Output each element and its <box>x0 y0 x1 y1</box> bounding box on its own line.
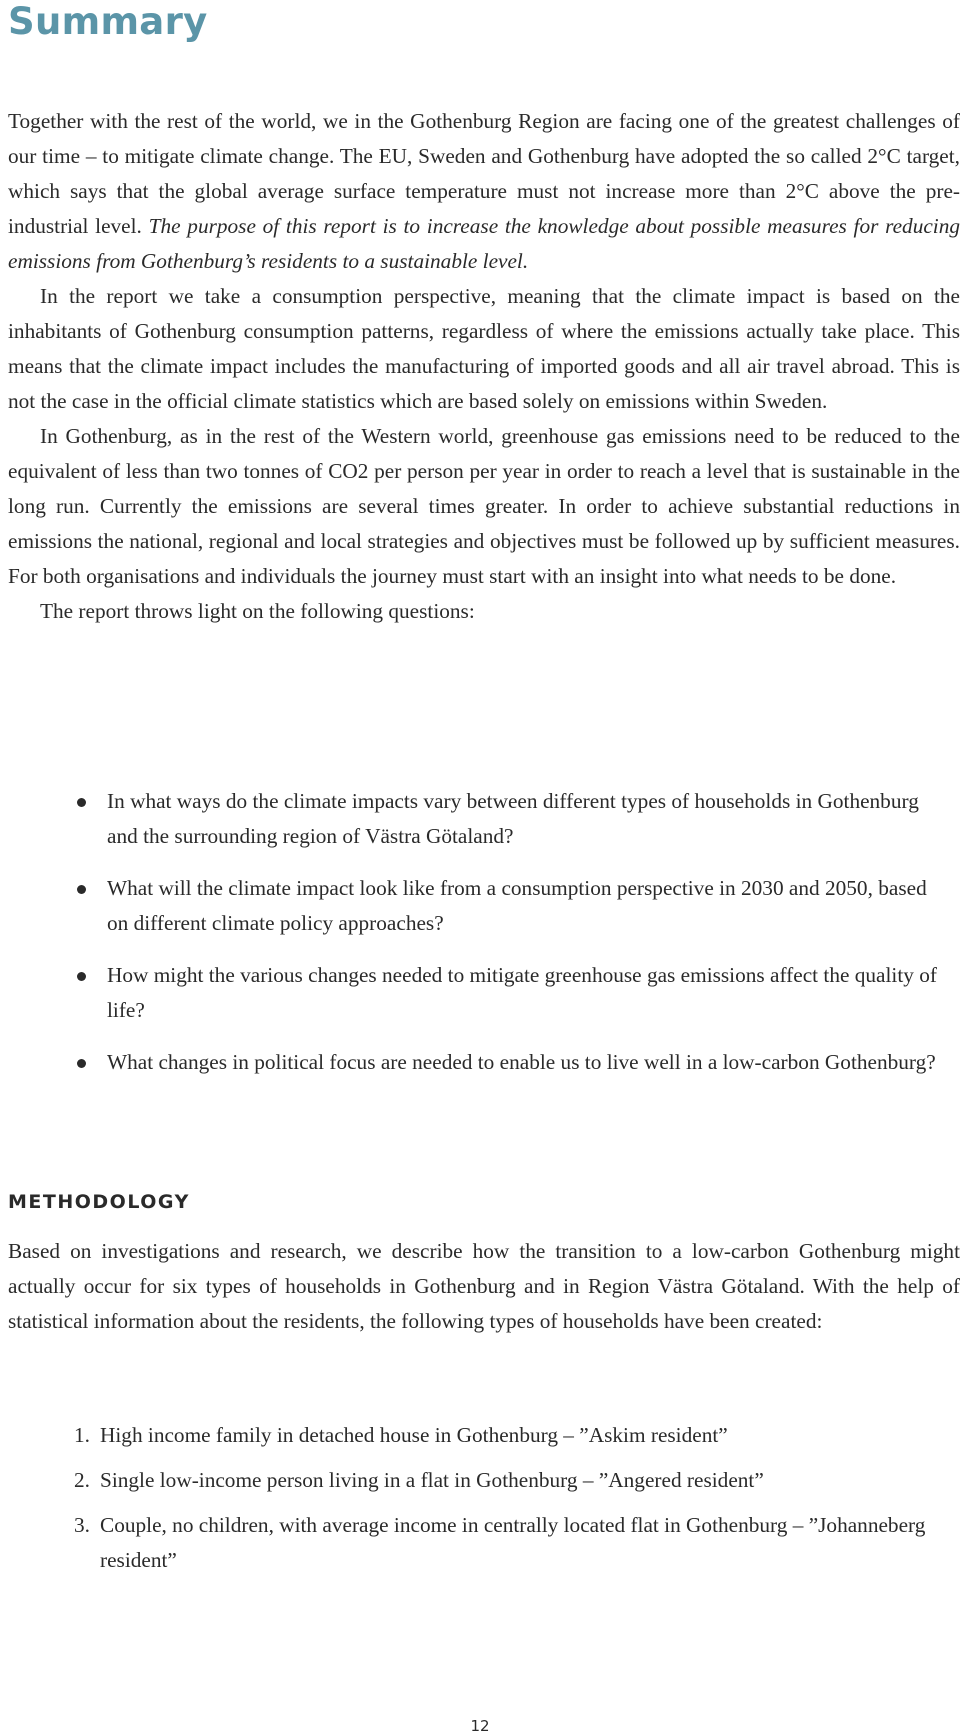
question-text: How might the various changes needed to mitigate greenhouse gas emissions affect the quality of life? <box>107 963 937 1022</box>
household-types-list <box>0 1418 960 1588</box>
intro-paragraph-1 <box>8 104 960 279</box>
bullet-icon <box>77 972 86 981</box>
household-type-text: Single low-income person living in a flat in Gothenburg – ”Angered resident” <box>100 1468 764 1492</box>
bullet-icon <box>77 798 86 807</box>
questions-list <box>0 784 960 1097</box>
question-text: What will the climate impact look like from a consumption perspective in 2030 and 2050, based on different climate policy approaches? <box>107 876 927 935</box>
methodology-paragraph: Based on investigations and research, we describe how the transition to a low-carbon Gothenburg might actually occur for six types of households in Gothenburg and in Region Västra Götaland. With the help of statistical information about the residents, the following types of households have been created: <box>8 1239 960 1333</box>
household-type-text: Couple, no children, with average income in centrally located flat in Gothenburg – ”Johanneberg resident” <box>100 1513 926 1572</box>
list-item <box>0 871 937 941</box>
intro-paragraph-4: The report throws light on the following questions: <box>40 599 475 623</box>
list-number: 1. <box>74 1423 90 1447</box>
methodology-heading: METHODOLOGY <box>8 1191 190 1213</box>
purpose-statement: The purpose of this report is to increase the knowledge about possible measures for reducing emissions from Gothenburg’s residents to a sustainable level. <box>8 214 960 273</box>
bullet-icon <box>77 885 86 894</box>
question-text: In what ways do the climate impacts vary between different types of households in Gothenburg and the surrounding region of Västra Götaland? <box>107 789 919 848</box>
list-item <box>0 958 937 1028</box>
list-item <box>0 1418 945 1453</box>
list-item <box>0 1508 945 1578</box>
list-item <box>0 1463 945 1498</box>
question-text: What changes in political focus are needed to enable us to live well in a low-carbon Gothenburg? <box>107 1050 936 1074</box>
list-number: 3. <box>74 1513 90 1537</box>
household-type-text: High income family in detached house in Gothenburg – ”Askim resident” <box>100 1423 728 1447</box>
intro-paragraph-2: In the report we take a consumption perspective, meaning that the climate impact is based on the inhabitants of Gothenburg consumption patterns, regardless of where the emissions actually take place. This means that the climate impact includes the manufacturing of imported goods and all air travel abroad. This is not the case in the official climate statistics which are based solely on emissions within Sweden. <box>8 284 960 413</box>
list-number: 2. <box>74 1468 90 1492</box>
intro-paragraph-3: In Gothenburg, as in the rest of the Western world, greenhouse gas emissions need to be reduced to the equivalent of less than two tonnes of CO2 per person per year in order to reach a level that is sustainable in the long run. Currently the emissions are several times greater. In order to achieve substantial reductions in emissions the national, regional and local strategies and objectives must be followed up by sufficient measures. For both organisations and individuals the journey must start with an insight into what needs to be done. <box>8 424 960 588</box>
intro-paragraph-1-text: Together with the rest of the world, we in the Gothenburg Region are facing one of the greatest challenges of our time – to mitigate climate change. The EU, Sweden and Gothenburg have adopted the so called 2°C target, which says that the global average surface temperature must not increase more than 2°C above the pre-industrial level. <box>8 109 960 238</box>
page-title: Summary <box>8 0 208 43</box>
intro-section <box>8 104 960 629</box>
list-item <box>0 1045 937 1080</box>
methodology-section <box>8 1234 960 1339</box>
list-item <box>0 784 937 854</box>
bullet-icon <box>77 1059 86 1068</box>
page-number: 12 <box>470 1717 490 1735</box>
